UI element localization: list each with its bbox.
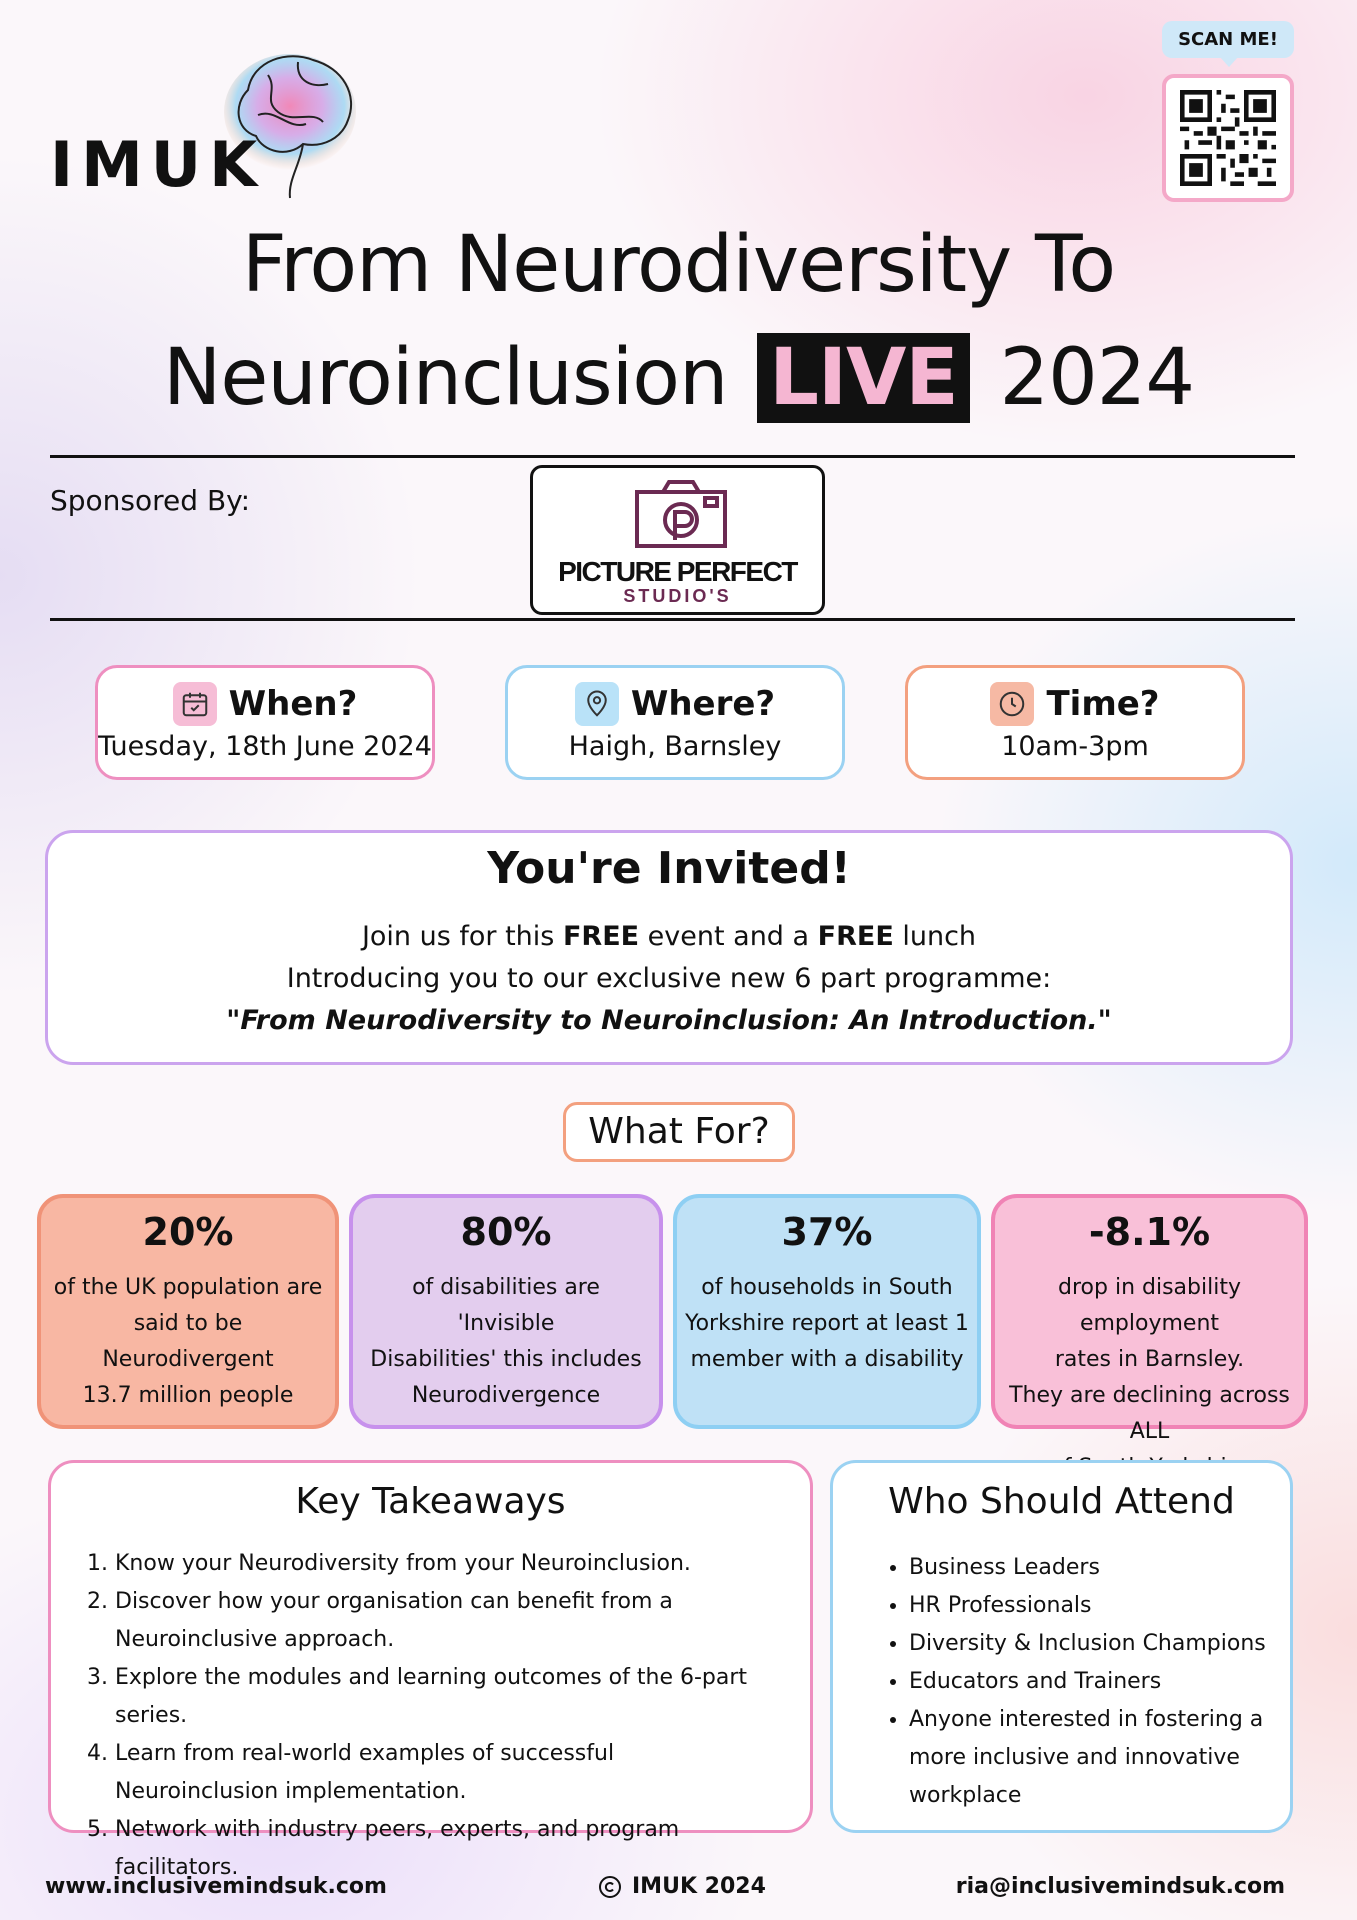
copyright-icon	[598, 1875, 622, 1899]
where-heading: Where?	[630, 684, 776, 724]
list-item: 3. Explore the modules and learning outcomes of the 6-part series.	[115, 1659, 780, 1735]
imuk-logo-text: IMUK	[50, 128, 266, 201]
website-link[interactable]: www.inclusivemindsuk.com	[45, 1874, 387, 1899]
stat-description	[1003, 1270, 1296, 1486]
copyright	[598, 1874, 766, 1899]
free-emphasis: FREE	[817, 921, 894, 952]
time-box	[905, 665, 1245, 780]
who-should-attend-heading: Who Should Attend	[888, 1481, 1235, 1522]
qr-code[interactable]	[1162, 74, 1294, 202]
where-box	[505, 665, 845, 780]
stat-line: 13.7 million people	[82, 1383, 294, 1408]
invite-text: lunch	[893, 921, 977, 952]
stat-description	[49, 1270, 327, 1414]
invitation-heading: You're Invited!	[487, 843, 851, 894]
list-item: • Diversity & Inclusion Champions	[909, 1625, 1270, 1663]
stat-line: of disabilities are 'Invisible	[412, 1275, 600, 1336]
where-value: Haigh, Barnsley	[568, 731, 782, 762]
stat-line: Disabilities' this includes	[370, 1347, 642, 1372]
list-item: 1. Know your Neurodiversity from your Neuroinclusion.	[115, 1545, 780, 1583]
who-should-attend-box	[830, 1460, 1293, 1833]
qr-code-icon	[1180, 90, 1276, 186]
stat-card	[349, 1194, 663, 1429]
list-item: • Business Leaders	[909, 1549, 1270, 1587]
time-heading: Time?	[1046, 684, 1160, 724]
stat-line: Neurodivergence	[411, 1383, 601, 1408]
sponsor-name: PICTURE PERFECT	[558, 556, 797, 587]
stat-card	[991, 1194, 1308, 1444]
sponsored-by-label: Sponsored By:	[50, 484, 251, 517]
list-item: • Educators and Trainers	[909, 1663, 1270, 1701]
stat-percentage: -8.1%	[1088, 1210, 1211, 1254]
stat-percentage: 80%	[460, 1210, 552, 1254]
stat-line: member with a disability	[690, 1347, 964, 1372]
calendar-icon	[173, 682, 217, 726]
when-heading: When?	[228, 684, 358, 724]
camera-icon	[633, 478, 729, 550]
invite-text: Join us for this	[361, 921, 563, 952]
invite-text: event and a	[639, 921, 818, 952]
live-tag: LIVE	[757, 333, 969, 423]
attendees-list	[883, 1549, 1270, 1815]
event-title-line1: From Neurodiversity To	[241, 220, 1116, 310]
list-item: • HR Professionals	[909, 1587, 1270, 1625]
stat-description	[685, 1270, 969, 1378]
list-item: 4. Learn from real-world examples of successful Neuroinclusion implementation.	[115, 1735, 780, 1811]
stat-line: Yorkshire report at least 1	[685, 1311, 969, 1336]
stat-line: of the UK population are	[53, 1275, 323, 1300]
stat-line: of households in South	[701, 1275, 953, 1300]
divider-top	[50, 455, 1295, 458]
list-item: • Anyone interested in fostering a more inclusive and innovative workplace	[909, 1701, 1270, 1815]
list-item: 5. Network with industry peers, experts, and program facilitators.	[115, 1811, 780, 1887]
when-box	[95, 665, 435, 780]
clock-icon	[990, 682, 1034, 726]
stat-card	[37, 1194, 339, 1429]
event-title-line2	[0, 333, 1357, 423]
sponsor-subtitle: STUDIO'S	[623, 586, 732, 606]
copyright-text: IMUK 2024	[632, 1874, 766, 1899]
key-takeaways-heading: Key Takeaways	[295, 1481, 566, 1522]
what-for-heading: What For?	[563, 1102, 795, 1162]
free-emphasis: FREE	[562, 921, 640, 952]
title-year: 2024	[999, 333, 1194, 423]
list-item: 2. Discover how your organisation can benefit from a Neuroinclusive approach.	[115, 1583, 780, 1659]
stat-line: rates in Barnsley.	[1054, 1347, 1245, 1372]
key-takeaways-box	[48, 1460, 813, 1880]
stat-line: They are declining across ALL	[1009, 1383, 1290, 1444]
sponsor-logo	[530, 465, 825, 615]
stat-card	[673, 1194, 981, 1429]
invitation-line1	[48, 921, 1290, 952]
scan-me-badge: SCAN ME!	[1162, 21, 1294, 58]
stat-description	[361, 1270, 651, 1414]
map-pin-icon	[575, 682, 619, 726]
invitation-box	[45, 830, 1293, 1065]
stat-percentage: 20%	[142, 1210, 234, 1254]
title-neuroinclusion: Neuroinclusion	[163, 333, 728, 423]
programme-title: "From Neurodiversity to Neuroinclusion: An Introduction."	[226, 1005, 1112, 1036]
time-value: 10am-3pm	[1001, 731, 1149, 762]
email-link[interactable]: ria@inclusivemindsuk.com	[955, 1874, 1285, 1899]
takeaways-list	[91, 1545, 780, 1887]
divider-bottom	[50, 618, 1295, 621]
stat-percentage: 37%	[781, 1210, 873, 1254]
invitation-line2: Introducing you to our exclusive new 6 part programme:	[286, 963, 1052, 994]
when-value: Tuesday, 18th June 2024	[98, 731, 432, 762]
stat-line: said to be Neurodivergent	[102, 1311, 274, 1372]
stat-line: drop in disability employment	[1058, 1275, 1241, 1336]
